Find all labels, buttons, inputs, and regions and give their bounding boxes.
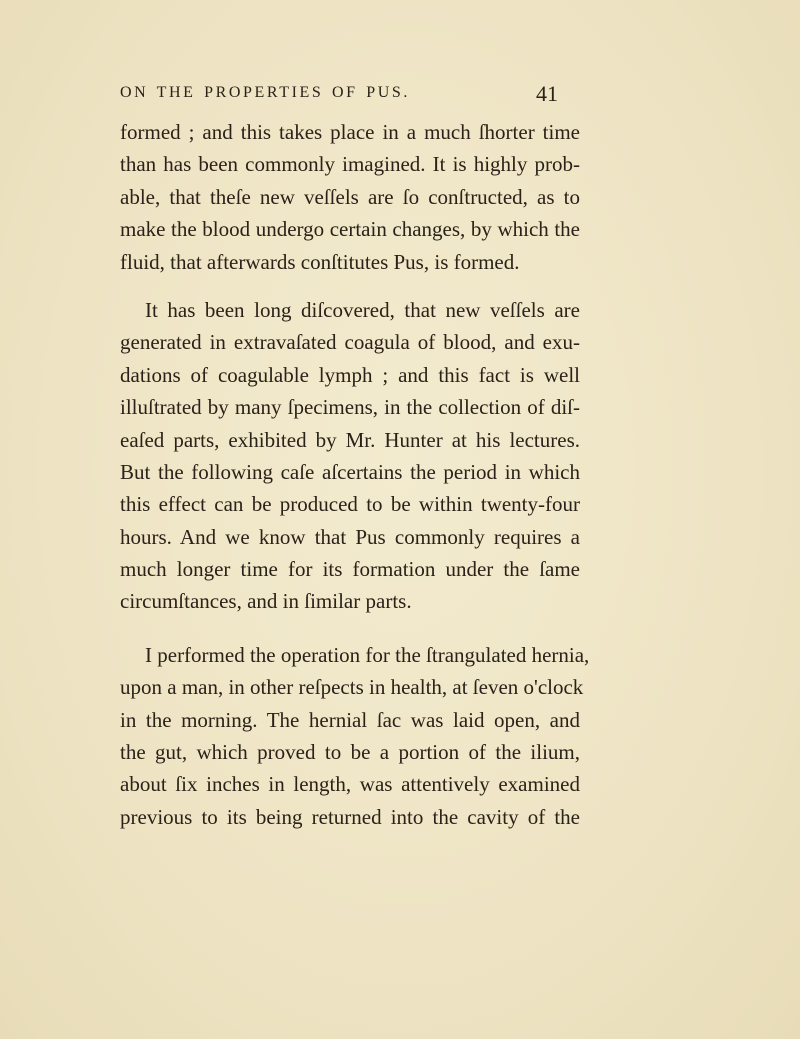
text-line: this effect can be produced to be within twenty-four — [120, 492, 580, 517]
text-line: dations of coagulable lymph ; and this fact is well — [120, 362, 580, 387]
page-number: 41 — [536, 81, 558, 106]
running-title: ON THE PROPERTIES OF PUS. — [120, 84, 411, 101]
paragraph-2 — [120, 294, 580, 618]
text-line: upon a man, in other reſpects in health, at ſeven o'clock — [120, 675, 584, 700]
body-text — [120, 116, 590, 833]
text-line: But the following caſe aſcertains the period in which — [120, 459, 580, 484]
text-line: much longer time for its formation under the ſame — [120, 557, 580, 582]
text-line: able, that theſe new veſſels are ſo conſtructed, as to — [120, 184, 580, 209]
text-line: eaſed parts, exhibited by Mr. Hunter at his lectures. — [120, 427, 580, 452]
text-line: than has been commonly imagined. It is highly prob- — [120, 152, 580, 177]
text-line: circumſtances, and in ſimilar parts. — [120, 589, 412, 614]
text-line: It has been long diſcovered, that new veſſels are — [145, 297, 580, 322]
text-line: I performed the operation for the ſtrangulated hernia, — [145, 642, 590, 667]
text-line: illuſtrated by many ſpecimens, in the collection of diſ- — [120, 395, 580, 420]
text-line: the gut, which proved to be a portion of the ilium, — [120, 740, 580, 765]
text-line: hours. And we know that Pus commonly requires a — [120, 524, 580, 549]
paragraph-spacer — [120, 618, 580, 639]
text-line: in the morning. The hernial ſac was laid open, and — [120, 707, 580, 732]
paragraph-3 — [120, 639, 590, 833]
text-line: about ſix inches in length, was attentively examined — [120, 772, 580, 797]
text-line: make the blood undergo certain changes, by which the — [120, 217, 580, 242]
text-line: fluid, that afterwards conſtitutes Pus, is formed. — [120, 249, 520, 274]
paragraph-1 — [120, 116, 580, 278]
text-line: formed ; and this takes place in a much ſhorter time — [120, 120, 580, 144]
paragraph-spacer — [120, 278, 580, 294]
text-line: previous to its being returned into the cavity of the — [120, 804, 580, 829]
running-head — [120, 81, 580, 108]
text-line: generated in extravaſated coagula of blood, and exu- — [120, 330, 580, 355]
